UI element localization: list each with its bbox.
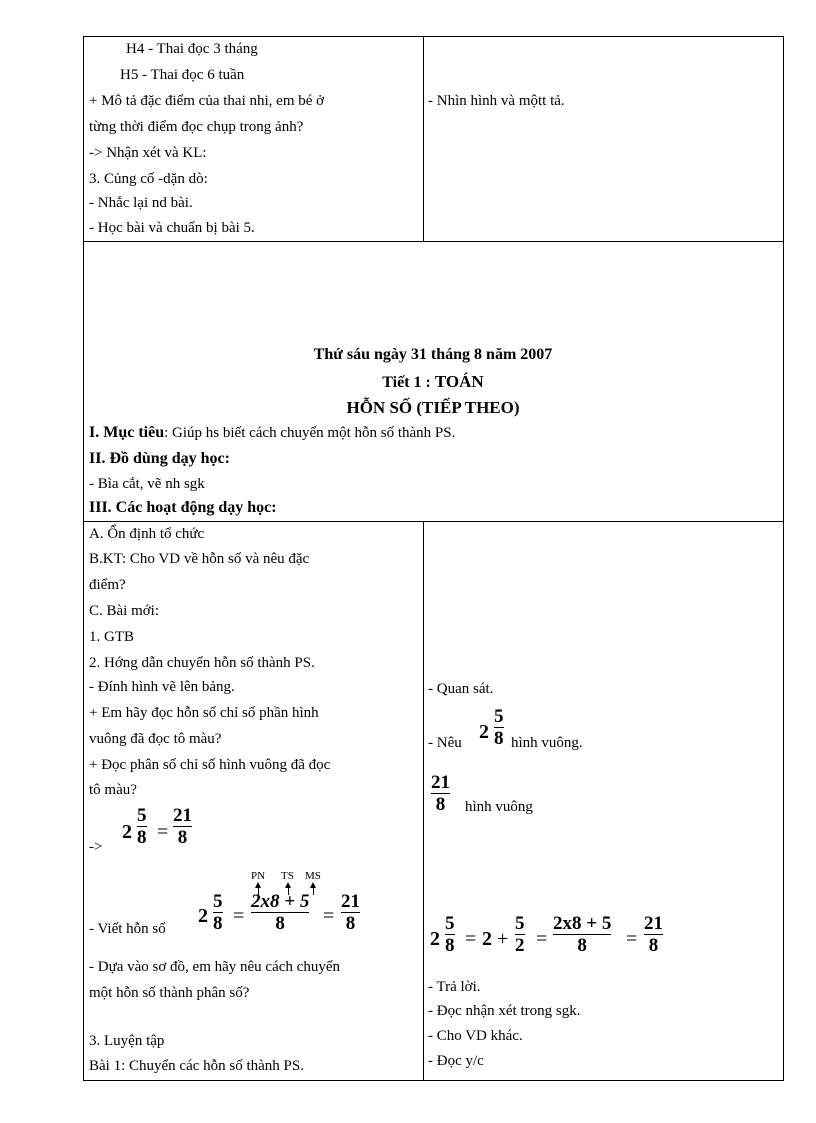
top-left-line-2: H5 - Thai đọc 6 tuần bbox=[120, 67, 245, 83]
fraction-expanded bbox=[251, 892, 309, 933]
arrow-ms bbox=[313, 887, 314, 895]
fraction-5-2 bbox=[515, 914, 525, 955]
main-left-line-11: tô màu? bbox=[89, 782, 137, 798]
top-left-line-5: -> Nhận xét và KL: bbox=[89, 145, 207, 161]
mixed-whole-4: 2 bbox=[430, 928, 440, 950]
right-tra-loi: - Trả lời. bbox=[428, 979, 481, 995]
frac-num: 2x8 + 5 bbox=[553, 913, 612, 934]
frac-den: 2 bbox=[515, 935, 525, 956]
equals-sign: = bbox=[626, 928, 638, 950]
main-left-line-16: 3. Luyện tập bbox=[89, 1033, 165, 1049]
main-left-line-9: vuông đã đọc tô màu? bbox=[89, 731, 222, 747]
fraction-expanded-right bbox=[553, 914, 611, 955]
fraction-21-8-d bbox=[644, 914, 663, 955]
frac-num: 21 bbox=[341, 891, 360, 912]
materials-heading: II. Đồ dùng dạy học: bbox=[89, 450, 230, 467]
top-left-line-8: - Học bài và chuẩn bị bài 5. bbox=[89, 220, 255, 236]
frac-den: 8 bbox=[213, 913, 223, 934]
section-border-left bbox=[83, 242, 84, 1080]
equals-sign: = bbox=[323, 905, 335, 927]
top-left-line-1: H4 - Thai đọc 3 tháng bbox=[126, 41, 258, 57]
main-table-top bbox=[83, 521, 784, 522]
whole-2-plus: 2 bbox=[482, 928, 492, 950]
frac-num: 5 bbox=[445, 913, 455, 934]
right-hinh-vuong: hình vuông bbox=[465, 799, 533, 815]
top-table-divider bbox=[423, 36, 424, 242]
objective-text: : Giúp hs biết cách chuyển một hỗn số thành PS. bbox=[164, 425, 456, 441]
label-ts: TS bbox=[281, 870, 294, 882]
main-left-line-1: A. Ổn định tổ chức bbox=[89, 526, 205, 542]
objective-label: I. Mục tiêu bbox=[89, 424, 165, 441]
frac-den: 8 bbox=[577, 935, 587, 956]
equals-sign: = bbox=[157, 821, 169, 843]
main-table-divider bbox=[423, 521, 424, 1080]
objective-line bbox=[89, 424, 455, 442]
fraction-21-8-c bbox=[431, 773, 450, 814]
label-pn: PN bbox=[251, 870, 266, 882]
activities-heading: III. Các hoạt động dạy học: bbox=[89, 499, 277, 516]
top-left-line-7: - Nhắc lại nd bài. bbox=[89, 195, 193, 211]
main-left-line-8: + Em hãy đọc hỗn số chỉ số phần hình bbox=[89, 705, 319, 721]
mixed-whole-1: 2 bbox=[122, 821, 132, 843]
main-left-line-17: Bài 1: Chuyển các hỗn số thành PS. bbox=[89, 1058, 304, 1074]
main-table-bottom bbox=[83, 1080, 784, 1081]
frac-num: 21 bbox=[431, 772, 450, 793]
materials-text: - Bìa cắt, vẽ nh sgk bbox=[89, 476, 205, 492]
frac-num: 21 bbox=[173, 805, 192, 826]
mixed-whole-3: 2 bbox=[479, 721, 489, 743]
main-left-line-4: C. Bài mới: bbox=[89, 603, 160, 619]
fraction-5-8-b bbox=[213, 892, 223, 933]
frac-num: 5 bbox=[137, 805, 147, 826]
frac-den: 8 bbox=[494, 728, 504, 749]
main-left-line-14: - Dựa vào sơ đồ, em hãy nêu cách chuyển bbox=[89, 959, 340, 975]
right-neu-prefix: - Nêu bbox=[428, 735, 462, 751]
fraction-21-8-b bbox=[341, 892, 360, 933]
main-left-line-15: một hỗn số thành phân số? bbox=[89, 985, 250, 1001]
main-left-line-6: 2. Hớng dẫn chuyển hỗn số thành PS. bbox=[89, 655, 315, 671]
main-left-line-3: điểm? bbox=[89, 577, 126, 593]
main-left-line-2: B.KT: Cho VD về hỗn số và nêu đặc bbox=[89, 551, 310, 567]
top-right-line-1: - Nhìn hình và mộtt tả. bbox=[428, 93, 565, 109]
right-doc-nhan-xet: - Đọc nhận xét trong sgk. bbox=[428, 1003, 581, 1019]
mixed-whole-2: 2 bbox=[198, 905, 208, 927]
frac-num: 5 bbox=[213, 891, 223, 912]
fraction-21-8-a bbox=[173, 806, 192, 847]
lesson-subject: TOÁN bbox=[434, 372, 484, 391]
frac-den: 8 bbox=[177, 827, 188, 848]
lesson-title: HỖN SỐ (TIẾP THEO) bbox=[346, 398, 520, 417]
right-doc-yc: - Đọc y/c bbox=[428, 1053, 484, 1069]
top-left-line-6: 3. Củng cố -dặn dò: bbox=[89, 171, 208, 187]
frac-den: 8 bbox=[445, 935, 455, 956]
label-ms: MS bbox=[305, 870, 321, 882]
plus-sign: + bbox=[497, 928, 509, 950]
equals-sign: = bbox=[465, 928, 477, 950]
frac-num: 2x8 + 5 bbox=[251, 891, 310, 912]
fraction-5-8-d bbox=[445, 914, 455, 955]
fraction-5-8-a bbox=[137, 806, 147, 847]
frac-den: 8 bbox=[137, 827, 147, 848]
main-left-line-5: 1. GTB bbox=[89, 629, 134, 645]
lesson-number bbox=[0, 372, 816, 392]
equals-sign: = bbox=[233, 905, 245, 927]
frac-den: 8 bbox=[275, 913, 285, 934]
frac-num: 5 bbox=[515, 913, 525, 934]
main-left-line-10: + Đọc phân số chỉ số hình vuông đã đọc bbox=[89, 757, 331, 773]
frac-den: 8 bbox=[648, 935, 659, 956]
right-cho-vd: - Cho VD khác. bbox=[428, 1028, 523, 1044]
lesson-prefix: Tiết 1 : bbox=[382, 374, 435, 391]
arrow-label: -> bbox=[89, 839, 103, 855]
right-quan-sat: - Quan sát. bbox=[428, 681, 494, 697]
frac-den: 8 bbox=[345, 913, 356, 934]
top-left-line-3: + Mô tả đặc điểm của thai nhi, em bé ở bbox=[89, 93, 325, 109]
frac-num: 5 bbox=[494, 706, 504, 727]
top-left-line-4: từng thời điểm đọc chụp trong ảnh? bbox=[89, 119, 304, 135]
write-mixed-label: - Viết hỗn số bbox=[89, 921, 166, 937]
section-border-right bbox=[783, 242, 784, 1080]
main-left-line-7: - Đính hình vẽ lên bảng. bbox=[89, 679, 235, 695]
fraction-5-8-c bbox=[494, 707, 504, 748]
frac-den: 8 bbox=[435, 794, 446, 815]
lesson-date: Thứ sáu ngày 31 tháng 8 năm 2007 bbox=[313, 346, 553, 363]
frac-num: 21 bbox=[644, 913, 663, 934]
right-neu-suffix: hình vuông. bbox=[511, 735, 583, 751]
equals-sign: = bbox=[536, 928, 548, 950]
